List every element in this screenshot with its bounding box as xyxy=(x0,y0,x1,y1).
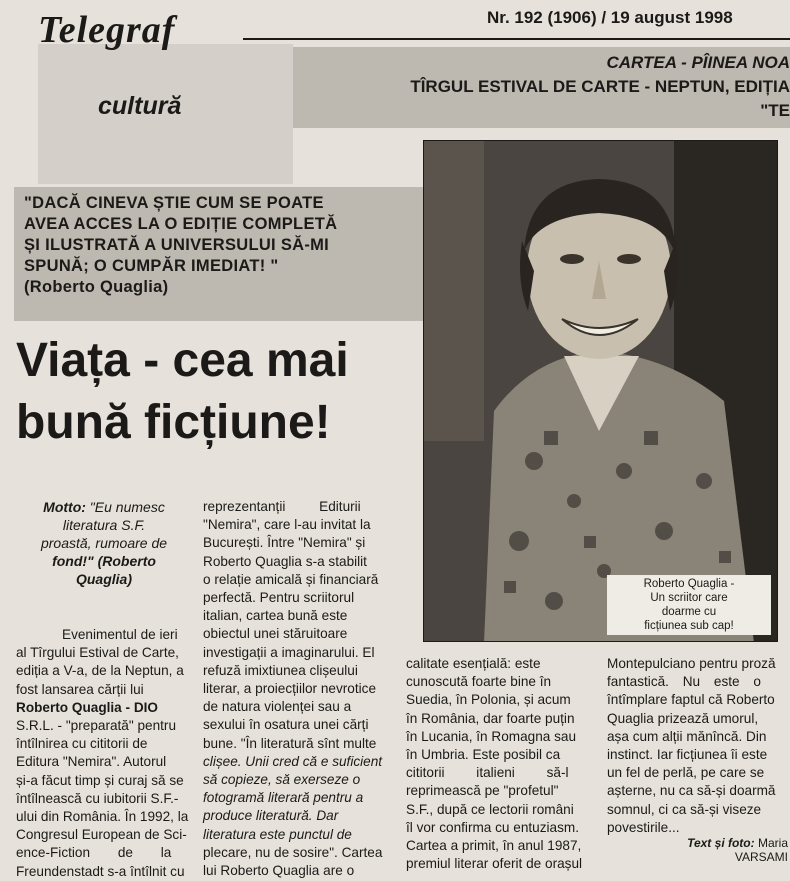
text-line: cititorii italieni să-l xyxy=(406,765,569,781)
text-line: Evenimentul de ieri xyxy=(62,627,178,642)
text-line: București. Între "Nemira" și xyxy=(203,535,366,551)
text-line: refuză imixtiunea clișeului xyxy=(203,662,358,678)
header-rule xyxy=(243,38,790,40)
text-line: Roberto Quaglia s-a stabilit xyxy=(203,553,367,569)
article-column-4 xyxy=(607,655,790,837)
portrait-illustration xyxy=(424,141,778,642)
section-label: cultură xyxy=(98,92,182,120)
text-line: investigații a imaginarului. El xyxy=(203,644,375,660)
text-line: perfectă. Pentru scriitorul xyxy=(203,590,355,606)
caption-line: Un scriitor care xyxy=(650,592,728,604)
text-line: produce literatură. Dar xyxy=(203,808,339,824)
text-line: Suedia, în Polonia, și acum xyxy=(406,692,571,708)
text-line: fantastică. Nu este o xyxy=(607,674,761,690)
motto-label: Motto: xyxy=(43,499,86,515)
motto-text: "Eu numesc xyxy=(85,499,165,515)
text-line: clișee. Unii cred că e suficient xyxy=(203,753,383,769)
text-line: fost lansarea cărții lui xyxy=(16,681,144,697)
banner-line-1: CARTEA - PÎINEA NOA xyxy=(606,53,790,72)
text-line: cunoscută foarte bine în xyxy=(406,674,552,690)
text-line: întîlnească cu iubitorii S.F.- xyxy=(16,790,179,806)
article-column-3 xyxy=(406,655,600,873)
text-line: Montepulciano pentru proză xyxy=(607,656,776,671)
photo-credit xyxy=(610,836,788,864)
text-line: somnul, ci ca să-și viseze xyxy=(607,801,762,817)
caption-line: doarme cu xyxy=(661,606,717,618)
headline-line-1: Viața - cea mai xyxy=(16,334,349,387)
text-line: și-a făcut timp și curaj să se xyxy=(16,772,184,788)
text-line: bune. "În literatură sînt multe xyxy=(203,735,377,751)
text-line: fotogramă literară pentru a xyxy=(203,790,364,806)
author-photo xyxy=(423,140,778,642)
text-line: lui Roberto Quaglia are o xyxy=(203,863,355,879)
pull-quote xyxy=(24,193,419,298)
text-line: instinct. Iar ficțiunea îi este xyxy=(607,747,768,763)
text-line: în Umbria. Este posibil ca xyxy=(406,747,561,763)
banner-line-2: TÎRGUL ESTIVAL DE CARTE - NEPTUN, EDIȚIA xyxy=(410,77,790,96)
text-line: așa cum alții mănîncă. Din xyxy=(607,728,767,744)
motto-line: fond!" (Roberto xyxy=(52,553,156,569)
text-line: un fel de perlă, pe care se xyxy=(607,765,765,781)
text-line: "Nemira", care l-au invitat la xyxy=(203,517,371,533)
caption-line: Roberto Quaglia - xyxy=(643,578,735,590)
article-column-2 xyxy=(203,498,399,880)
text-line: S.R.L. - "preparată" pentru xyxy=(16,718,177,734)
text-line: îl vor confirma cu entuziasm. xyxy=(406,819,580,835)
photo-caption xyxy=(607,575,771,635)
article-column-1 xyxy=(16,626,196,881)
text-line: al Tîrgului Estival de Carte, xyxy=(16,645,179,661)
text-line: italian, cartea bună este xyxy=(203,608,348,624)
issue-number-date: Nr. 192 (1906) / 19 august 1998 xyxy=(487,8,733,27)
text-line: sexului în osatura unei cărți xyxy=(203,717,369,733)
text-line: ence-Fiction de la xyxy=(16,845,172,861)
text-line: literatura este punctul de xyxy=(203,826,352,842)
pull-quote-box xyxy=(14,187,423,321)
text-line: obiectul unei stăruitoare xyxy=(203,626,348,642)
motto xyxy=(22,498,186,588)
text-line: reprezentanții Editurii xyxy=(203,499,361,514)
quote-line: AVEA ACCES LA O EDIȚIE COMPLETĂ xyxy=(24,215,338,233)
text-line: Quaglia prizează umorul, xyxy=(607,710,759,726)
text-line: o relație amicală și financiară xyxy=(203,571,379,587)
credit-line xyxy=(610,836,788,850)
article-headline xyxy=(16,330,349,454)
text-line: de natura violenței sau a xyxy=(203,699,352,715)
text-line: Roberto Quaglia - DIO xyxy=(16,699,158,715)
headline-line-2: bună ficțiune! xyxy=(16,396,331,449)
motto-line xyxy=(22,498,186,516)
quote-line: ȘI ILUSTRATĂ A UNIVERSULUI SĂ-MI xyxy=(24,236,330,254)
text-line: premiul literar oferit de orașul xyxy=(406,856,583,872)
text-line: întîlnirea cu cititorii de xyxy=(16,736,148,752)
text-line: întîmplare faptul că Roberto xyxy=(607,692,775,708)
text-line: Freundenstadt s-a întîlnit cu xyxy=(16,863,185,879)
motto-line: Quaglia) xyxy=(75,571,132,587)
quote-line: "DACĂ CINEVA ȘTIE CUM SE POATE xyxy=(24,194,324,212)
text-line: S.F., după ce lectorii români xyxy=(406,801,574,817)
text-line: Cartea a primit, în anul 1987, xyxy=(406,838,582,854)
motto-line: proastă, rumoare de xyxy=(40,535,168,551)
text-line: Congresul European de Sci- xyxy=(16,827,187,843)
text-line: să copieze, să exerseze o xyxy=(203,772,361,788)
newspaper-masthead: Telegraf xyxy=(38,9,176,51)
text-line: în România, dar foarte puțin xyxy=(406,710,575,726)
text-line: ului din România. În 1992, la xyxy=(16,809,189,825)
text-line: așterne, nu ca să-și doarmă xyxy=(607,783,776,799)
credit-label: Text și foto: xyxy=(687,836,755,850)
text-line: Editura "Nemira". Autorul xyxy=(16,754,167,770)
credit-name: Maria xyxy=(757,836,788,850)
text-line: plecare, nu de sosire". Cartea xyxy=(203,844,383,860)
text-line: în Lucania, în Romagna sau xyxy=(406,728,577,744)
text-line: calitate esențială: este xyxy=(406,656,541,671)
text-line: povestirile... xyxy=(607,819,680,835)
event-banner xyxy=(293,47,790,128)
text-line: ediția a V-a, de la Neptun, a xyxy=(16,663,184,679)
credit-surname: VARSAMI xyxy=(734,850,788,864)
motto-line: literatura S.F. xyxy=(62,517,146,533)
quote-author: (Roberto Quaglia) xyxy=(24,278,169,296)
text-line: reprimească pe "profetul" xyxy=(406,783,559,799)
text-line: literar, a proiecțiilor nevrotice xyxy=(203,681,377,697)
quote-line: SPUNĂ; O CUMPĂR IMEDIAT! " xyxy=(24,257,279,275)
caption-line: ficțiunea sub cap! xyxy=(644,620,734,632)
banner-line-3: "TE xyxy=(760,101,790,120)
